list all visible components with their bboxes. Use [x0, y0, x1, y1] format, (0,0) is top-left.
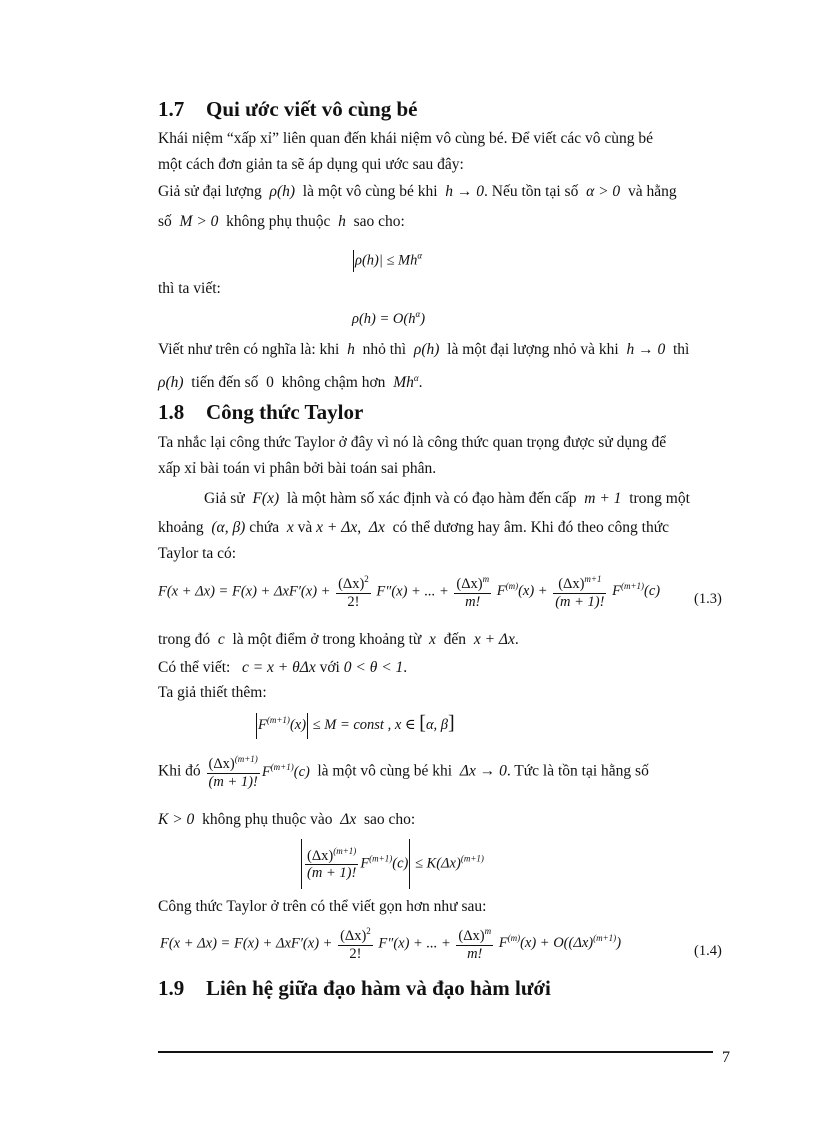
section-number: 1.9	[158, 976, 185, 1000]
text: Khái niệm “xấp xỉ” liên quan đến khái niệm vô cùng bé. Để viết các vô cùng bé	[158, 130, 653, 147]
math-h: h	[334, 213, 350, 230]
text: số	[158, 213, 172, 230]
text: và hằng	[627, 183, 677, 200]
abs-bar	[353, 250, 354, 272]
paragraph-line	[158, 373, 422, 392]
text: trong đó	[158, 631, 211, 648]
fraction: $\frac{(\Delta x)^{m+1}}{(m + 1)!}$	[555, 574, 605, 610]
text: Ta giả thiết thêm:	[158, 684, 267, 701]
fraction: $\frac{(\Delta x)^2}{2!}$	[338, 574, 369, 610]
math-rho-h: ρ(h)	[410, 341, 444, 358]
math-h: h	[343, 341, 359, 358]
paragraph-line	[158, 754, 649, 790]
math-dx-to-0: Δx → 0	[455, 762, 507, 780]
paragraph-line	[158, 545, 236, 563]
paragraph-line	[158, 811, 415, 829]
text: Giả sử đại lượng	[158, 183, 262, 200]
paragraph-line	[158, 519, 669, 537]
text: thì	[672, 341, 690, 358]
section-number: 1.8	[158, 400, 185, 424]
text: đến	[443, 631, 467, 648]
text: tiến đến số	[191, 374, 259, 392]
text: là một hàm số xác định và có đạo hàm đến cấp	[286, 490, 577, 507]
section-title: Liên hệ giữa đạo hàm và đạo hàm lưới	[206, 976, 551, 1000]
paragraph-line	[158, 280, 221, 298]
math-dx: Δx	[336, 811, 361, 828]
text: là một vô cùng bé khi	[302, 183, 438, 200]
footer-rule	[158, 1051, 713, 1053]
text: chứa	[249, 519, 280, 536]
text: Có thể viết:	[158, 659, 231, 676]
text: Công thức Taylor ở trên có thể viết gọn hơn như sau:	[158, 898, 487, 915]
math-theta-range: 0 < θ < 1	[343, 659, 404, 676]
paragraph-line	[158, 898, 486, 916]
math-x: x	[283, 519, 298, 536]
paragraph-line	[158, 684, 267, 702]
text: không phụ thuộc vào	[202, 811, 333, 828]
equation-1-4: F(x + Δx) = F(x) + ΔxF′(x) + $\frac{(\Delta x)^2}{2!}$ F″(x) + ... + $\frac{(\Delta x)^m}{m!}$ $F^{(m)}(x) + O((\Delta x)^{(m+1)})$	[160, 926, 622, 962]
paragraph-line	[158, 341, 689, 359]
math-c-def: c = x + θΔx	[234, 659, 320, 676]
fraction: $\frac{(\Delta x)^2}{2!}$	[340, 926, 371, 962]
equation-text: ρ(h)| ≤ Mh	[355, 252, 418, 269]
paragraph-line	[158, 460, 436, 478]
text: một cách đơn giản ta sẽ áp dụng qui ước sau đây:	[158, 156, 464, 173]
bound-assumption: $F^{(m+1)}(x) \le M$ = const , x ∈ [α, β]	[255, 712, 455, 739]
fraction: $\frac{(\Delta x)^m}{m!}$	[458, 926, 492, 962]
section-number: 1.7	[158, 97, 185, 121]
text: có thể dương hay âm. Khi đó theo công thức	[392, 519, 669, 536]
math-m-plus-1: m + 1	[580, 490, 626, 507]
math-x: x	[425, 631, 440, 648]
math-alpha-gt-0: α > 0	[582, 183, 625, 200]
math-F-c: $F^{(m+1)}(c)$	[261, 761, 314, 780]
paragraph-line	[158, 156, 464, 174]
math-rho-h: ρ(h)	[158, 374, 188, 392]
section-title: Qui ước viết vô cùng bé	[206, 97, 418, 121]
text: nhỏ thì	[362, 341, 407, 358]
text: .	[418, 374, 423, 392]
paragraph-line	[158, 183, 677, 201]
text: Khi đó	[158, 762, 201, 780]
section-title: Công thức Taylor	[206, 400, 364, 424]
math-K-gt-0: K > 0	[158, 811, 199, 828]
equation-text: ρ(h) = O(h	[352, 310, 416, 327]
math-h-to-0: h → 0	[441, 183, 485, 200]
section-1-8-heading	[158, 400, 363, 425]
inequality-rho: $\rho(h)| \le Mh^\alpha$	[352, 250, 422, 272]
math-c: c	[213, 631, 229, 648]
fraction: $\frac{(\Delta x)^{(m+1)}}{(m + 1)!}$	[208, 754, 258, 790]
paragraph-line: Có thể viết: c = x + θΔx với 0 < θ < 1.	[158, 659, 408, 676]
text: . Nếu tồn tại số	[484, 183, 579, 200]
text: Ta nhắc lại công thức Taylor ở đây vì nó là công thức quan trọng được sử dụng để	[158, 434, 667, 451]
text: thì ta viết:	[158, 280, 221, 297]
text: là một đại lượng nhỏ và khi	[447, 341, 619, 358]
text: sao cho:	[353, 213, 405, 230]
section-1-9-heading	[158, 976, 551, 1001]
fraction: $\frac{(\Delta x)^m}{m!}$	[456, 574, 490, 610]
page-number: 7	[722, 1049, 730, 1066]
paragraph-line	[158, 130, 653, 148]
text: sao cho:	[364, 811, 416, 828]
bound-inequality: $\frac{(\Delta x)^{(m+1)}}{(m + 1)!}$ $F^{(m+1)}(c) \le K(\Delta x)^{(m+1)}$	[300, 839, 484, 889]
text: khoảng	[158, 519, 204, 536]
text: . Tức là tồn tại hằng số	[506, 762, 649, 780]
text: Viết như trên có nghĩa là: khi	[158, 341, 340, 358]
math-dx: Δx	[364, 519, 389, 536]
math-x-plus-dx: x + Δx	[469, 631, 515, 648]
math-Mh-alpha: $Mh^\alpha$	[389, 373, 419, 392]
section-1-7-heading	[158, 97, 417, 122]
math-x-plus-dx: x + Δx	[316, 519, 358, 536]
equation-1-3: F(x + Δx) = F(x) + ΔxF′(x) + $\frac{(\Delta x)^2}{2!}$ F″(x) + ... + $\frac{(\Delta x)^m}{m!}$ $F^{(m)}(x)$ + $\frac{(\Delta x)^{m+1}}{(m + 1)!}$ $F^{(m+1)}(c)$	[158, 574, 661, 610]
text: là một điểm ở trong khoảng từ	[232, 631, 422, 648]
text: xấp xỉ bài toán vi phân bởi bài toán sai phân.	[158, 460, 437, 477]
math-interval: (α, β)	[207, 519, 250, 536]
text: Taylor ta có:	[158, 545, 237, 562]
math-M-gt-0: M > 0	[175, 213, 223, 230]
math-F-x: F(x)	[248, 490, 283, 507]
math-h-to-0: h → 0	[622, 341, 670, 358]
math-rho-h: ρ(h)	[265, 183, 299, 200]
math-zero: 0	[262, 374, 278, 392]
text: là một vô cùng bé khi	[317, 762, 453, 780]
text: không phụ thuộc	[226, 213, 331, 230]
equation-label: (1.4)	[694, 943, 722, 959]
text: và	[297, 519, 313, 536]
equation-big-o: $\rho(h) = O(h^\alpha)$	[352, 309, 426, 327]
paragraph-line	[204, 490, 690, 508]
text: không chậm hơn	[281, 374, 386, 392]
paragraph-line: trong đó c là một điểm ở trong khoảng từ x đến x + Δx.	[158, 631, 519, 648]
text: trong một	[629, 490, 690, 507]
equation-label: (1.3)	[694, 591, 722, 607]
paragraph-line	[158, 434, 666, 452]
text: ,	[357, 519, 362, 536]
paragraph-line	[158, 213, 405, 231]
text: Giả sử	[204, 490, 245, 507]
text: với	[319, 659, 340, 676]
